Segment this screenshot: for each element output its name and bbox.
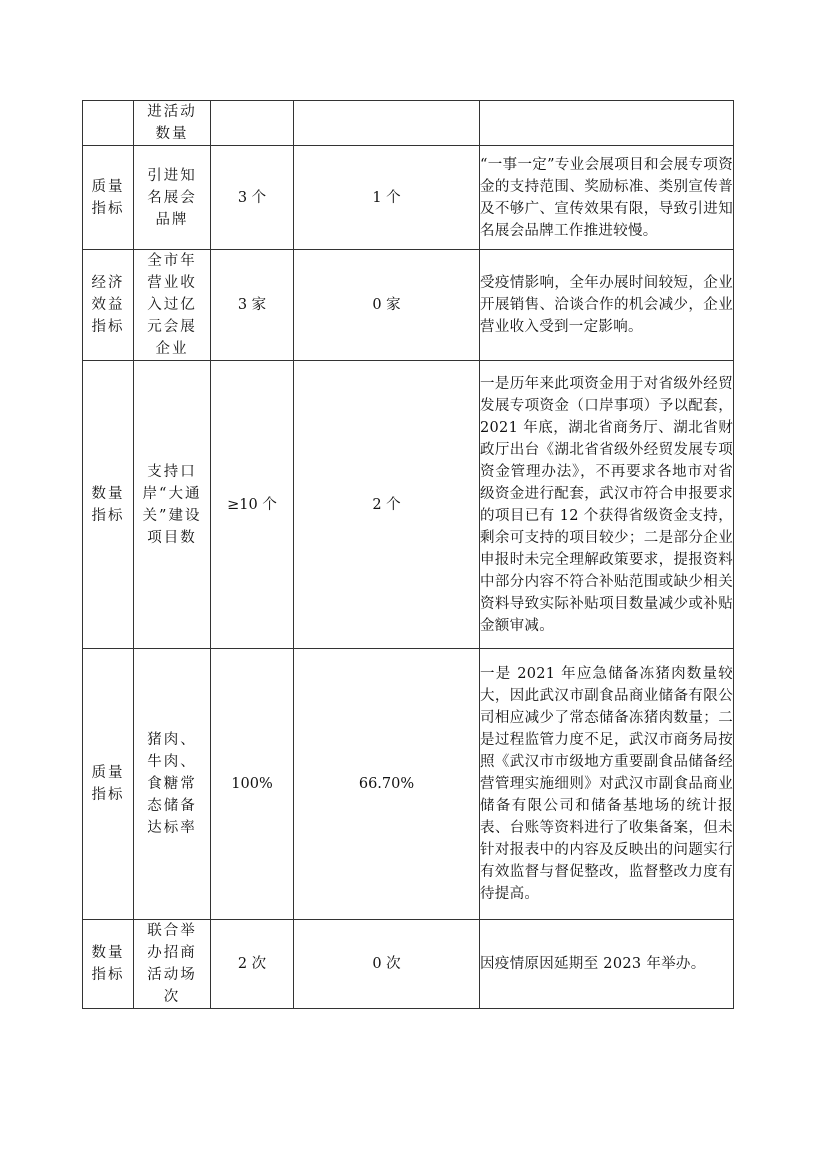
table-row (83, 361, 734, 649)
deviation-reason-cell: 因疫情原因延期至 2023 年举办。 (480, 920, 734, 1009)
indicator-name-cell: 联合举 办招商 活动场 次 (134, 920, 211, 1009)
deviation-reason-cell (480, 101, 734, 146)
target-value-cell: ≥10 个 (211, 361, 294, 649)
target-value-cell: 2 次 (211, 920, 294, 1009)
actual-value-cell: 0 家 (294, 250, 480, 361)
performance-indicator-table (82, 100, 734, 1009)
table-row (83, 920, 734, 1009)
table-row (83, 101, 734, 146)
target-value-cell: 100% (211, 649, 294, 920)
table-row (83, 250, 734, 361)
target-value-cell (211, 101, 294, 146)
deviation-reason-cell: 一是历年来此项资金用于对省级外经贸发展专项资金（口岸事项）予以配套，2021 年底，湖北省商务厅、湖北省财政厅出台《湖北省省级外经贸发展专项资金管理办法》，不再要求各地市对省级资金进行配套，武汉市符合申报要求的项目已有 12 个获得省级资金支持，剩余可支持的项目较少；二是部分企业申报时未完全理解政策要求，提报资料中部分内容不符合补贴范围或缺少相关资料导致实际补贴项目数量减少或补贴金额审减。 (480, 361, 734, 649)
actual-value-cell: 0 次 (294, 920, 480, 1009)
indicator-category-cell: 经济 效益 指标 (83, 250, 134, 361)
indicator-category-cell: 数量 指标 (83, 920, 134, 1009)
indicator-name-cell: 进活动 数量 (134, 101, 211, 146)
actual-value-cell: 2 个 (294, 361, 480, 649)
table-row (83, 649, 734, 920)
actual-value-cell: 1 个 (294, 146, 480, 250)
table-row (83, 146, 734, 250)
indicator-name-cell: 引进知 名展会 品牌 (134, 146, 211, 250)
deviation-reason-cell: 一是 2021 年应急储备冻猪肉数量较大，因此武汉市副食品商业储备有限公司相应减少了常态储备冻猪肉数量；二是过程监管力度不足，武汉市商务局按照《武汉市市级地方重要副食品储备经营管理实施细则》对武汉市副食品商业储备有限公司和储备基地场的统计报表、台账等资料进行了收集备案，但未针对报表中的内容及反映出的问题实行有效监督与督促整改，监督整改力度有待提高。 (480, 649, 734, 920)
indicator-category-cell: 质量 指标 (83, 146, 134, 250)
target-value-cell: 3 个 (211, 146, 294, 250)
indicator-name-cell: 全市年 营业收 入过亿 元会展 企业 (134, 250, 211, 361)
actual-value-cell: 66.70% (294, 649, 480, 920)
target-value-cell: 3 家 (211, 250, 294, 361)
deviation-reason-cell: “一事一定”专业会展项目和会展专项资金的支持范围、奖励标准、类别宣传普及不够广、宣传效果有限，导致引进知名展会品牌工作推进较慢。 (480, 146, 734, 250)
indicator-category-cell (83, 101, 134, 146)
actual-value-cell (294, 101, 480, 146)
deviation-reason-cell: 受疫情影响，全年办展时间较短，企业开展销售、洽谈合作的机会减少，企业营业收入受到一定影响。 (480, 250, 734, 361)
indicator-name-cell: 支持口 岸“大通 关”建设 项目数 (134, 361, 211, 649)
indicator-name-cell: 猪肉、 牛肉、 食糖常 态储备 达标率 (134, 649, 211, 920)
indicator-category-cell: 数量 指标 (83, 361, 134, 649)
indicator-category-cell: 质量 指标 (83, 649, 134, 920)
